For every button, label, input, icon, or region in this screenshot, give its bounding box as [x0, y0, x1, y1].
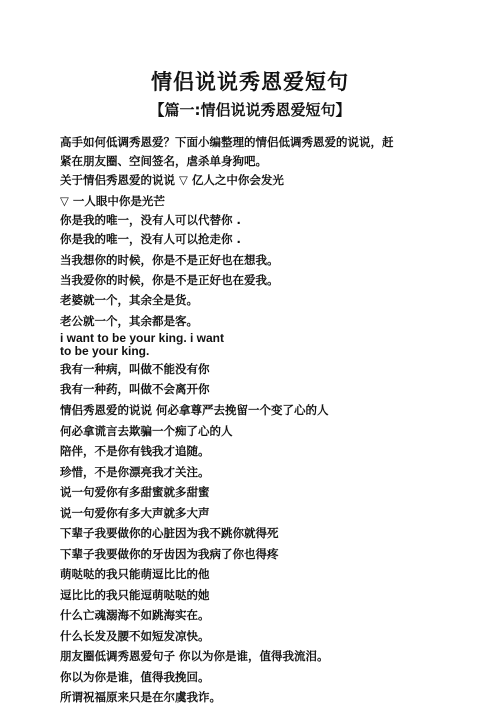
- text-line: 陪伴，不是你有钱我才追随。: [60, 444, 210, 458]
- text-line: 紧在朋友圈、空间签名，虐杀单身狗吧。: [60, 154, 267, 168]
- text-line: 什么长发及腰不如短发凉快。: [60, 629, 210, 643]
- text-line: to be your king.: [60, 344, 150, 358]
- text-line: 你是我的唯一，没有人可以抢走你 .: [60, 232, 241, 246]
- text-line: 什么亡魂溺海不如跳海实在。: [60, 608, 210, 622]
- document-title: 情侣说说秀恩爱短句: [151, 70, 349, 94]
- text-line: 关于情侣秀恩爱的说说 ▽ 亿人之中你会发光: [60, 173, 284, 187]
- text-line: 老公就一个，其余都是客。: [60, 314, 198, 328]
- body-text: [60, 134, 470, 705]
- text-line: 情侣秀恩爱的说说 何必拿尊严去挽留一个变了心的人: [60, 403, 329, 417]
- text-line: 高手如何低调秀恩爱？下面小编整理的情侣低调秀恩爱的说说，赶: [60, 135, 394, 149]
- text-line: 说一句爱你有多甜蜜就多甜蜜: [60, 485, 210, 499]
- text-line: 老婆就一个，其余全是货。: [60, 293, 198, 307]
- text-line: 我有一种病，叫做不能没有你: [60, 362, 210, 376]
- text-line: 说一句爱你有多大声就多大声: [60, 506, 210, 520]
- text-line: 下辈子我要做你的牙齿因为我病了你也得疼: [60, 547, 279, 561]
- text-line: 你是我的唯一，没有人可以代替你 .: [60, 213, 241, 227]
- text-line: ▽ 一人眼中你是光芒: [60, 194, 165, 208]
- text-line: 何必拿谎言去欺骗一个痴了心的人: [60, 424, 233, 438]
- text-line: 你以为你是谁，值得我挽回。: [60, 670, 210, 684]
- text-line: 逗比比的我只能逗萌哒哒的她: [60, 588, 210, 602]
- text-line: 下辈子我要做你的心脏因为我不跳你就得死: [60, 526, 279, 540]
- text-line: 萌哒哒的我只能萌逗比比的他: [60, 567, 210, 581]
- text-line: i want to be your king. i want: [60, 331, 225, 345]
- text-line: 朋友圈低调秀恩爱句子 你以为你是谁，值得我流泪。: [60, 649, 329, 663]
- text-line: 当我爱你的时候，你是不是正好也在爱我。: [60, 273, 279, 287]
- text-line: 我有一种药，叫做不会离开你: [60, 382, 210, 396]
- text-line: 所谓祝福原来只是在尔虞我诈。: [60, 690, 221, 704]
- text-line: 珍惜，不是你漂亮我才关注。: [60, 465, 210, 479]
- text-line: 当我想你的时候，你是不是正好也在想我。: [60, 253, 279, 267]
- document-subtitle: 【篇一:情侣说说秀恩爱短句】: [149, 101, 351, 119]
